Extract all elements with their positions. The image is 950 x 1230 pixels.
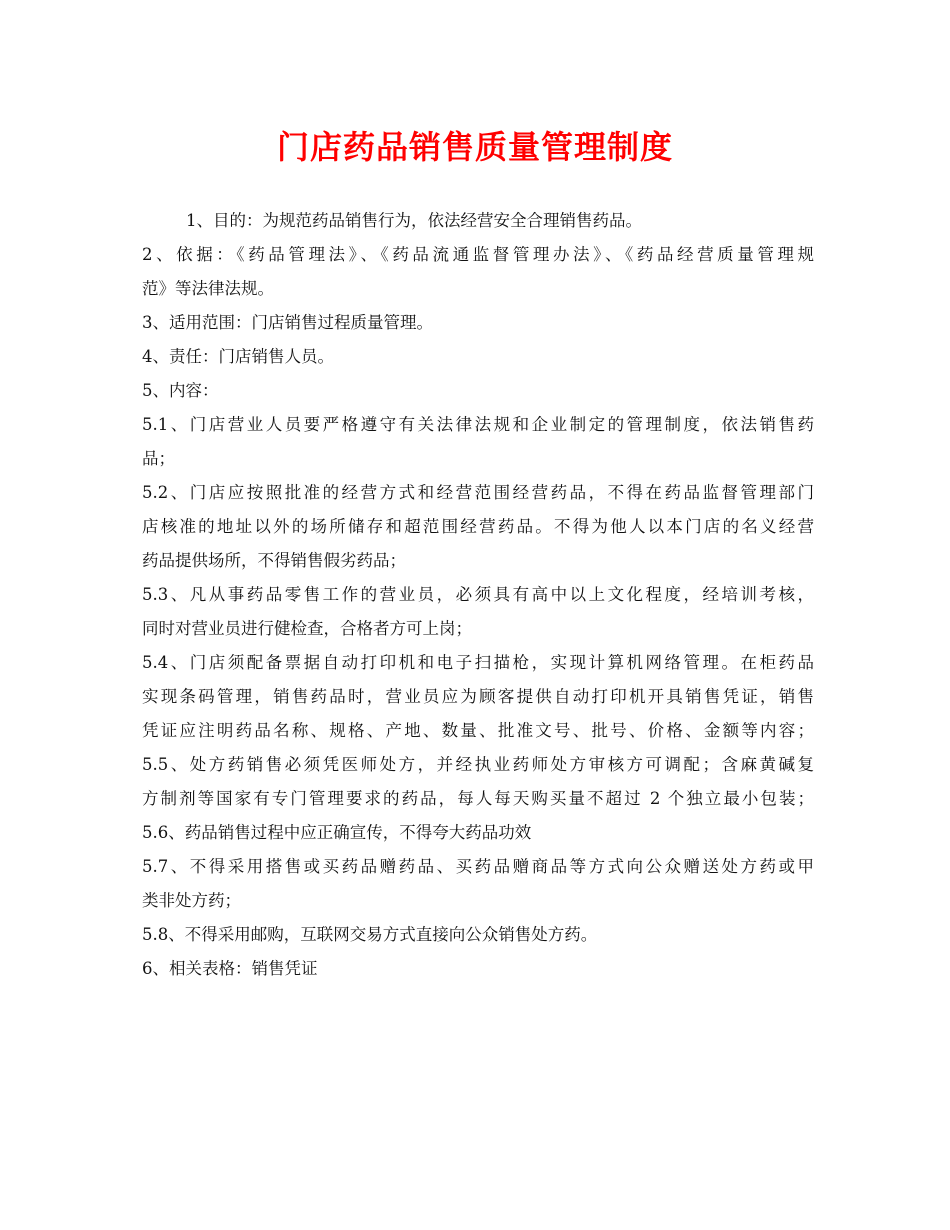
paragraph-related-forms: 6、相关表格：销售凭证 [142, 959, 318, 978]
clause-5-1-line-1: 5.1、门店营业人员要严格遵守有关法律法规和企业制定的管理制度，依法销售药 [142, 415, 814, 434]
clause-5-2-line-2: 店核准的地址以外的场所储存和超范围经营药品。不得为他人以本门店的名义经营 [142, 517, 814, 536]
paragraph-scope: 3、适用范围：门店销售过程质量管理。 [142, 313, 433, 332]
clause-5-7-line-2: 类非处方药； [142, 891, 241, 910]
clause-5-7-line-1: 5.7、不得采用搭售或买药品赠药品、买药品赠商品等方式向公众赠送处方药或甲 [142, 857, 814, 876]
clause-5-2-line-3: 药品提供场所，不得销售假劣药品； [142, 551, 406, 570]
clause-5-1-line-2: 品； [142, 449, 175, 468]
clause-5-5-line-2: 方制剂等国家有专门管理要求的药品，每人每天购买量不超过 2 个独立最小包装； [142, 789, 814, 808]
document-body [142, 204, 814, 986]
paragraph-purpose: 1、目的：为规范药品销售行为，依法经营安全合理销售药品。 [186, 211, 642, 230]
clause-5-5-line-1: 5.5、处方药销售必须凭医师处方，并经执业药师处方审核方可调配；含麻黄碱复 [142, 755, 814, 774]
paragraph-responsibility: 4、责任：门店销售人员。 [142, 347, 334, 366]
paragraph-content-heading: 5、内容： [142, 381, 219, 400]
clause-5-3-line-1: 5.3、凡从事药品零售工作的营业员，必须具有高中以上文化程度，经培训考核， [142, 585, 814, 604]
clause-5-8: 5.8、不得采用邮购，互联网交易方式直接向公众销售处方药。 [142, 925, 598, 944]
clause-5-4-line-1: 5.4、门店须配备票据自动打印机和电子扫描枪，实现计算机网络管理。在柜药品 [142, 653, 814, 672]
clause-5-4-line-2: 实现条码管理，销售药品时，营业员应为顾客提供自动打印机开具销售凭证，销售 [142, 687, 814, 706]
document-title: 门店药品销售质量管理制度 [276, 128, 673, 166]
clause-5-4-line-3: 凭证应注明药品名称、规格、产地、数量、批准文号、批号、价格、金额等内容； [142, 721, 814, 740]
clause-5-6: 5.6、药品销售过程中应正确宣传，不得夸大药品功效 [142, 823, 532, 842]
clause-5-3-line-2: 同时对营业员进行健检查，合格者方可上岗； [142, 619, 472, 638]
clause-5-2-line-1: 5.2、门店应按照批准的经营方式和经营范围经营药品，不得在药品监督管理部门 [142, 483, 814, 502]
paragraph-basis-line-2: 范》等法律法规。 [142, 279, 274, 298]
paragraph-basis-line-1: 2、依据：《药品管理法》、《药品流通监督管理办法》、《药品经营质量管理规 [142, 245, 814, 264]
